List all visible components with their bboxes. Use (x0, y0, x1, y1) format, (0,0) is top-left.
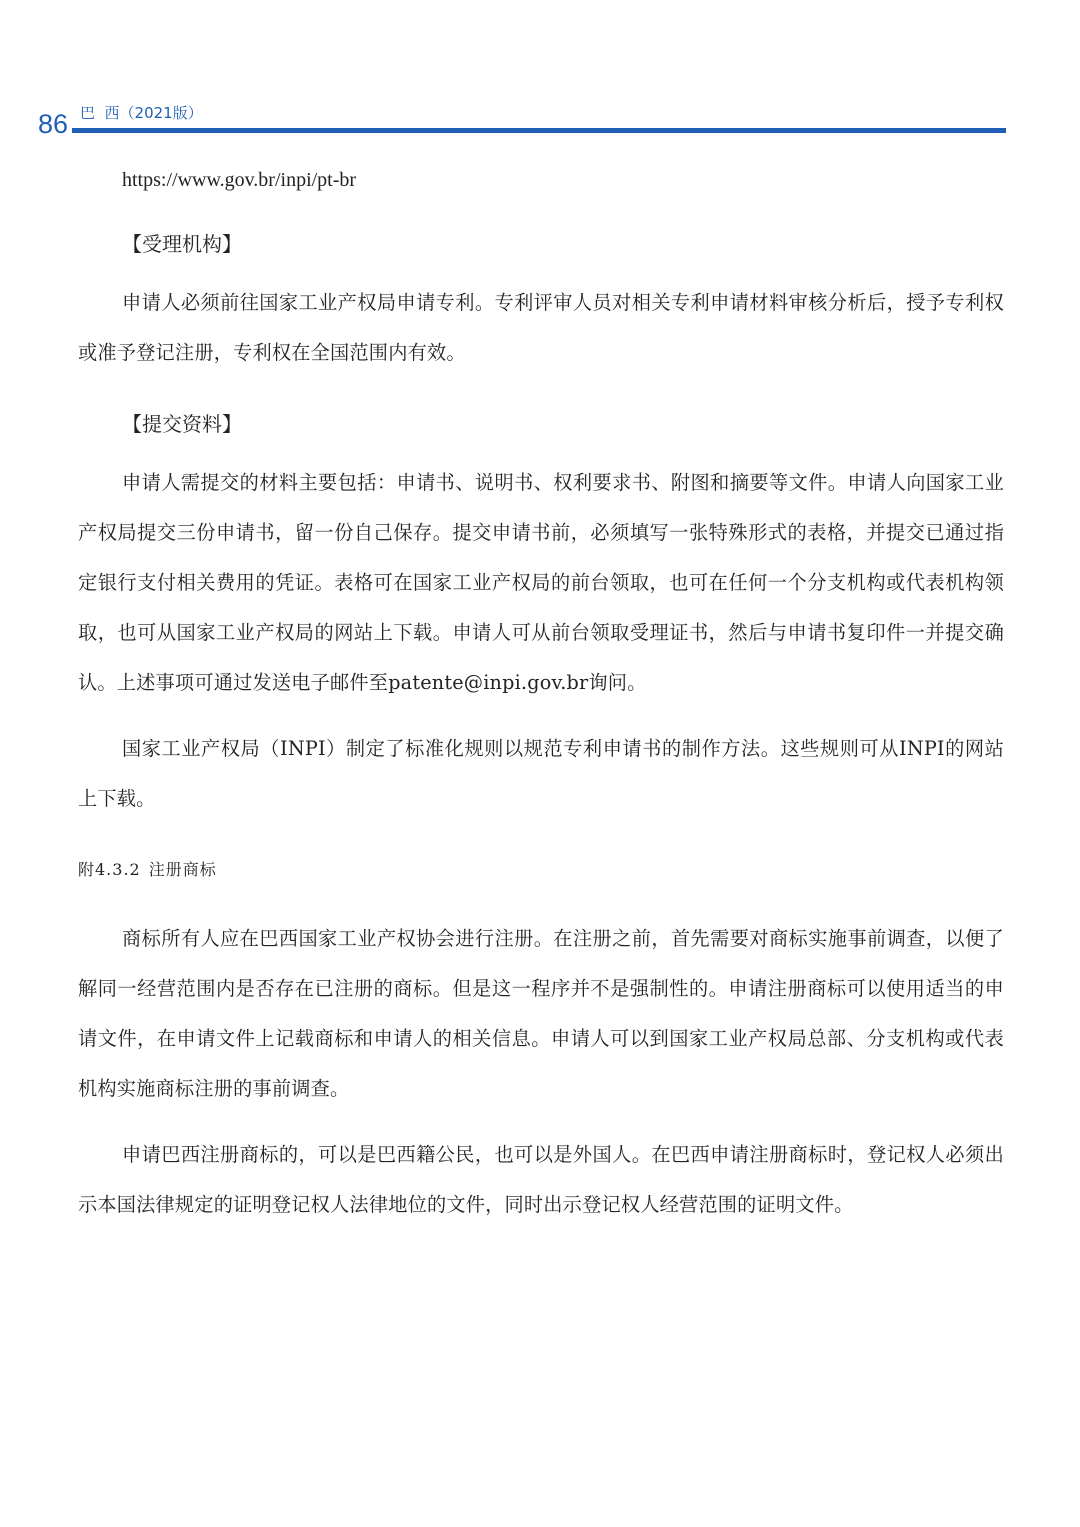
page-header (0, 0, 1080, 140)
section-number: 附4.3.2 (78, 860, 141, 879)
document-body (78, 162, 1004, 1230)
header-rule (72, 128, 1006, 133)
running-title: 巴 西（2021版） (80, 104, 203, 122)
paragraph-inpi-rules: 国家工业产权局（INPI）制定了标准化规则以规范专利申请书的制作方法。这些规则可从INPI的网站上下载。 (78, 737, 1004, 810)
paragraph-trademark-applicant: 申请巴西注册商标的，可以是巴西籍公民，也可以是外国人。在巴西申请注册商标时，登记权人必须出示本国法律规定的证明登记权人法律地位的文件，同时出示登记权人经营范围的证明文件。 (78, 1143, 1004, 1216)
section-heading-trademark (78, 856, 1004, 884)
paragraph-acceptance-agency: 申请人必须前往国家工业产权局申请专利。专利评审人员对相关专利申请材料审核分析后，授予专利权或准予登记注册，专利权在全国范围内有效。 (78, 291, 1004, 364)
inpi-url: https://www.gov.br/inpi/pt-br (122, 169, 357, 191)
section-title: 注册商标 (148, 860, 217, 879)
page-number: 86 (38, 109, 69, 139)
paragraph-submission-materials: 申请人需提交的材料主要包括：申请书、说明书、权利要求书、附图和摘要等文件。申请人向国家工业产权局提交三份申请书，留一份自己保存。提交申请书前，必须填写一张特殊形式的表格，并提交已通过指定银行支付相关费用的凭证。表格可在国家工业产权局的前台领取，也可在任何一个分支机构或代表机构领取，也可从国家工业产权局的网站上下载。申请人可从前台领取受理证书，然后与申请书复印件一并提交确认。上述事项可通过发送电子邮件至patente@inpi.gov.br询问。 (78, 471, 1004, 694)
heading-acceptance-agency: 【受理机构】 (122, 232, 242, 256)
heading-submission-materials: 【提交资料】 (122, 412, 242, 436)
paragraph-trademark-registration: 商标所有人应在巴西国家工业产权协会进行注册。在注册之前，首先需要对商标实施事前调查，以便了解同一经营范围内是否存在已注册的商标。但是这一程序并不是强制性的。申请注册商标可以使用适当的申请文件，在申请文件上记载商标和申请人的相关信息。申请人可以到国家工业产权局总部、分支机构或代表机构实施商标注册的事前调查。 (78, 927, 1004, 1100)
